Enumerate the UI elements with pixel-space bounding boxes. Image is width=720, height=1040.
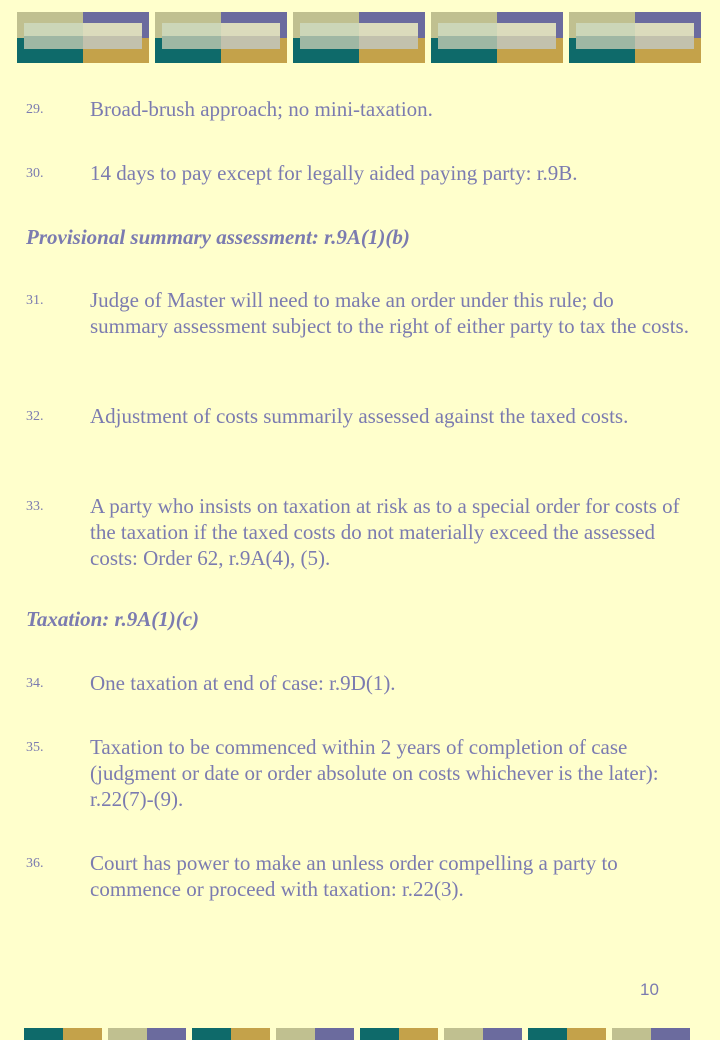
banner-tile: [17, 12, 149, 63]
item-text: Taxation to be commenced within 2 years of completion of case (judgment or date or order absolute on costs whichever is the later): r.22(7)-(9).: [90, 735, 659, 811]
item-number: 35.: [26, 740, 44, 755]
item-number: 30.: [26, 166, 44, 181]
banner-tile: [24, 1028, 102, 1040]
item-number: 33.: [26, 499, 44, 514]
page-number: 10: [640, 980, 659, 999]
item-text: One taxation at end of case: r.9D(1).: [90, 671, 396, 695]
list-item: [26, 493, 696, 571]
list-item: [26, 850, 696, 902]
banner-tile: [108, 1028, 186, 1040]
item-number: 31.: [26, 293, 44, 308]
item-text: 14 days to pay except for legally aided paying party: r.9B.: [90, 161, 578, 185]
list-item: [26, 670, 696, 696]
item-number: 32.: [26, 409, 44, 424]
banner-tile: [431, 12, 563, 63]
banner-tile: [569, 12, 701, 63]
banner-tile: [155, 12, 287, 63]
item-number: 36.: [26, 856, 44, 871]
banner-tile: [612, 1028, 690, 1040]
banner-tile: [293, 12, 425, 63]
section-heading: Taxation: r.9A(1)(c): [26, 607, 200, 631]
list-item: [26, 160, 696, 186]
item-text: Court has power to make an unless order compelling a party to commence or proceed with taxation: r.22(3).: [90, 851, 618, 901]
top-decorative-banner: [17, 12, 703, 63]
banner-tile: [360, 1028, 438, 1040]
item-text: Judge of Master will need to make an order under this rule; do summary assessment subject to the right of either party to tax the costs.: [90, 288, 689, 338]
banner-tile: [528, 1028, 606, 1040]
list-item: [26, 734, 696, 812]
list-item: [26, 96, 696, 122]
item-text: A party who insists on taxation at risk as to a special order for costs of the taxation if the taxed costs do not materially exceed the assessed costs: Order 62, r.9A(4), (5).: [90, 494, 680, 570]
banner-tile: [444, 1028, 522, 1040]
section-heading: Provisional summary assessment: r.9A(1)(b): [26, 225, 410, 249]
item-number: 34.: [26, 676, 44, 691]
list-item: [26, 287, 696, 339]
banner-tile: [192, 1028, 270, 1040]
list-item: [26, 403, 696, 429]
item-text: Adjustment of costs summarily assessed against the taxed costs.: [90, 404, 629, 428]
bottom-decorative-banner: [24, 1028, 696, 1040]
item-text: Broad-brush approach; no mini-taxation.: [90, 97, 433, 121]
banner-tile: [276, 1028, 354, 1040]
item-number: 29.: [26, 102, 44, 117]
